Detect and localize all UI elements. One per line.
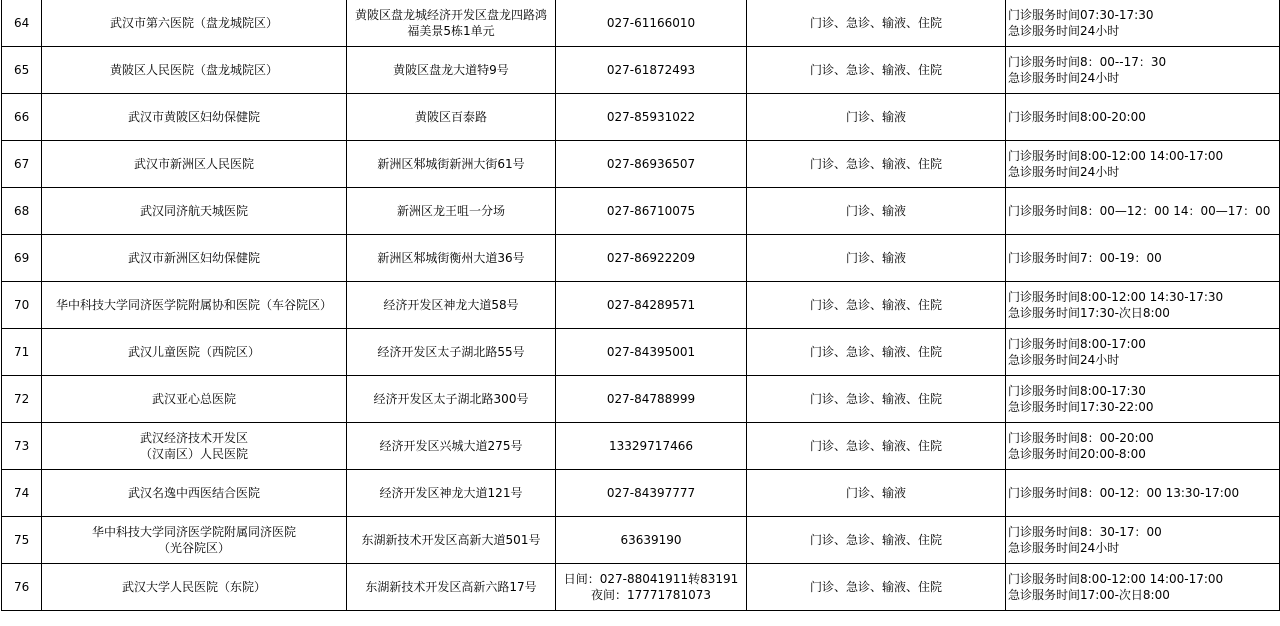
hours-line: 急诊服务时间24小时 — [1008, 541, 1120, 555]
table-row — [2, 517, 1280, 564]
hours-line: 急诊服务时间20:00-8:00 — [1008, 447, 1146, 461]
hours-line: 急诊服务时间24小时 — [1008, 71, 1120, 85]
hours-line: 急诊服务时间17:30-次日8:00 — [1008, 306, 1170, 320]
services-cell: 门诊、急诊、输液、住院 — [747, 564, 1006, 611]
name-line: 华中科技大学同济医学院附属同济医院 — [91, 525, 296, 539]
hours-cell — [1006, 0, 1280, 47]
services-cell: 门诊、急诊、输液、住院 — [747, 141, 1006, 188]
name-line: 武汉亚心总医院 — [151, 392, 236, 406]
name-line: 武汉市黄陂区妇幼保健院 — [127, 110, 260, 124]
address-line: 新洲区龙王咀一分场 — [396, 204, 505, 218]
hours-line: 门诊服务时间8:00-17:00 — [1008, 337, 1146, 351]
phone-line: 13329717466 — [609, 439, 693, 453]
phone-cell — [556, 235, 747, 282]
hours-line: 急诊服务时间24小时 — [1008, 165, 1120, 179]
hours-line: 门诊服务时间7：00-19：00 — [1008, 251, 1162, 265]
hours-line: 门诊服务时间07:30-17:30 — [1008, 8, 1154, 22]
hours-line: 急诊服务时间17:00-次日8:00 — [1008, 588, 1170, 602]
address-cell — [347, 470, 556, 517]
services-cell: 门诊、输液 — [747, 94, 1006, 141]
name-line: （汉南区）人民医院 — [139, 447, 248, 461]
address-cell — [347, 141, 556, 188]
table-row — [2, 188, 1280, 235]
name-line: 华中科技大学同济医学院附属协和医院（车谷院区） — [55, 298, 332, 312]
services-cell: 门诊、急诊、输液、住院 — [747, 282, 1006, 329]
phone-cell — [556, 282, 747, 329]
address-cell — [347, 564, 556, 611]
row-number: 71 — [2, 329, 42, 376]
row-number: 70 — [2, 282, 42, 329]
hospital-name-cell — [42, 376, 347, 423]
table-row — [2, 47, 1280, 94]
row-number: 76 — [2, 564, 42, 611]
name-line: 武汉经济技术开发区 — [139, 431, 248, 445]
table-row — [2, 423, 1280, 470]
row-number: 65 — [2, 47, 42, 94]
hospital-name-cell — [42, 188, 347, 235]
phone-line: 63639190 — [620, 533, 682, 547]
phone-cell — [556, 470, 747, 517]
table-row — [2, 376, 1280, 423]
services-cell: 门诊、急诊、输液、住院 — [747, 423, 1006, 470]
address-line: 经济开发区兴城大道275号 — [379, 439, 523, 453]
address-cell — [347, 47, 556, 94]
table-row — [2, 0, 1280, 47]
phone-line: 027-84289571 — [606, 298, 696, 312]
row-number: 66 — [2, 94, 42, 141]
hours-line: 门诊服务时间8：00-20:00 — [1008, 431, 1154, 445]
row-number: 73 — [2, 423, 42, 470]
address-cell — [347, 376, 556, 423]
address-cell — [347, 94, 556, 141]
hours-line: 门诊服务时间8:00-17:30 — [1008, 384, 1146, 398]
hours-line: 急诊服务时间17:30-22:00 — [1008, 400, 1154, 414]
address-line: 东湖新技术开发区高新大道501号 — [361, 533, 541, 547]
address-line: 经济开发区太子湖北路55号 — [377, 345, 525, 359]
phone-cell — [556, 329, 747, 376]
row-number: 64 — [2, 0, 42, 47]
phone-cell — [556, 47, 747, 94]
hours-line: 门诊服务时间8：00—12：00 14：00—17：00 — [1008, 204, 1271, 218]
name-line: 武汉名逸中西医结合医院 — [127, 486, 260, 500]
hours-line: 门诊服务时间8:00-20:00 — [1008, 110, 1146, 124]
table-row — [2, 94, 1280, 141]
table-row — [2, 470, 1280, 517]
hours-cell — [1006, 517, 1280, 564]
phone-cell — [556, 94, 747, 141]
services-cell: 门诊、输液 — [747, 188, 1006, 235]
address-line: 经济开发区太子湖北路300号 — [373, 392, 529, 406]
address-line: 黄陂区盘龙城经济开发区盘龙四路鸿 — [354, 8, 547, 22]
hospital-name-cell — [42, 0, 347, 47]
table-row — [2, 141, 1280, 188]
hospital-table — [1, 0, 1280, 611]
hours-line: 门诊服务时间8:00-12:00 14:30-17:30 — [1008, 290, 1224, 304]
address-cell — [347, 329, 556, 376]
address-line: 东湖新技术开发区高新六路17号 — [365, 580, 537, 594]
hospital-name-cell — [42, 47, 347, 94]
phone-cell — [556, 376, 747, 423]
services-cell: 门诊、输液 — [747, 470, 1006, 517]
services-cell: 门诊、急诊、输液、住院 — [747, 517, 1006, 564]
row-number: 67 — [2, 141, 42, 188]
row-number: 74 — [2, 470, 42, 517]
hours-cell — [1006, 376, 1280, 423]
name-line: 武汉市新洲区人民医院 — [133, 157, 254, 171]
table-body — [2, 0, 1280, 611]
hours-line: 门诊服务时间8：00--17：30 — [1008, 55, 1167, 69]
address-cell — [347, 235, 556, 282]
name-line: 武汉市第六医院（盘龙城院区） — [109, 16, 278, 30]
hours-cell — [1006, 47, 1280, 94]
address-line: 经济开发区神龙大道58号 — [383, 298, 519, 312]
address-line: 新洲区邾城街新洲大街61号 — [377, 157, 525, 171]
address-cell — [347, 517, 556, 564]
table-row — [2, 235, 1280, 282]
phone-line: 027-86710075 — [606, 204, 696, 218]
hours-cell — [1006, 94, 1280, 141]
phone-line: 夜间：17771781073 — [591, 588, 711, 602]
hours-line: 门诊服务时间8:00-12:00 14:00-17:00 — [1008, 149, 1224, 163]
phone-cell — [556, 0, 747, 47]
hospital-name-cell — [42, 141, 347, 188]
table-row — [2, 282, 1280, 329]
name-line: 黄陂区人民医院（盘龙城院区） — [109, 63, 278, 77]
address-cell — [347, 282, 556, 329]
table-row — [2, 329, 1280, 376]
name-line: 武汉儿童医院（西院区） — [127, 345, 260, 359]
name-line: 武汉同济航天城医院 — [139, 204, 248, 218]
phone-cell — [556, 423, 747, 470]
row-number: 68 — [2, 188, 42, 235]
name-line: 武汉大学人民医院（东院） — [121, 580, 266, 594]
hospital-name-cell — [42, 329, 347, 376]
row-number: 72 — [2, 376, 42, 423]
hours-line: 门诊服务时间8：00-12：00 13:30-17:00 — [1008, 486, 1240, 500]
phone-cell — [556, 517, 747, 564]
address-line: 新洲区邾城街衡州大道36号 — [377, 251, 525, 265]
phone-line: 027-86922209 — [606, 251, 696, 265]
phone-line: 027-84397777 — [606, 486, 696, 500]
phone-cell — [556, 188, 747, 235]
row-number: 75 — [2, 517, 42, 564]
address-line: 福美景5栋1单元 — [407, 24, 495, 38]
phone-line: 027-61166010 — [606, 16, 696, 30]
services-cell: 门诊、急诊、输液、住院 — [747, 329, 1006, 376]
services-cell: 门诊、输液 — [747, 235, 1006, 282]
phone-cell — [556, 141, 747, 188]
hours-line: 急诊服务时间24小时 — [1008, 353, 1120, 367]
hours-cell — [1006, 470, 1280, 517]
hours-cell — [1006, 423, 1280, 470]
hospital-name-cell — [42, 94, 347, 141]
address-line: 黄陂区盘龙大道特9号 — [393, 63, 509, 77]
phone-line: 027-84788999 — [606, 392, 696, 406]
phone-line: 日间：027-88041911转83191 — [563, 572, 739, 586]
hours-cell — [1006, 329, 1280, 376]
hospital-name-cell — [42, 423, 347, 470]
hours-cell — [1006, 564, 1280, 611]
phone-line: 027-86936507 — [606, 157, 696, 171]
address-line: 黄陂区百泰路 — [414, 110, 487, 124]
address-line: 经济开发区神龙大道121号 — [379, 486, 523, 500]
address-cell — [347, 188, 556, 235]
hours-cell — [1006, 141, 1280, 188]
hospital-name-cell — [42, 235, 347, 282]
hospital-name-cell — [42, 470, 347, 517]
hours-cell — [1006, 188, 1280, 235]
phone-cell — [556, 564, 747, 611]
address-cell — [347, 423, 556, 470]
phone-line: 027-85931022 — [606, 110, 696, 124]
name-line: 武汉市新洲区妇幼保健院 — [127, 251, 260, 265]
services-cell: 门诊、急诊、输液、住院 — [747, 47, 1006, 94]
phone-line: 027-61872493 — [606, 63, 696, 77]
hours-cell — [1006, 235, 1280, 282]
name-line: （光谷院区） — [157, 541, 230, 555]
row-number: 69 — [2, 235, 42, 282]
hours-line: 急诊服务时间24小时 — [1008, 24, 1120, 38]
hospital-name-cell — [42, 564, 347, 611]
hospital-name-cell — [42, 282, 347, 329]
address-cell — [347, 0, 556, 47]
hours-line: 门诊服务时间8：30-17：00 — [1008, 525, 1162, 539]
hospital-name-cell — [42, 517, 347, 564]
services-cell: 门诊、急诊、输液、住院 — [747, 376, 1006, 423]
hours-line: 门诊服务时间8:00-12:00 14:00-17:00 — [1008, 572, 1224, 586]
phone-line: 027-84395001 — [606, 345, 696, 359]
services-cell: 门诊、急诊、输液、住院 — [747, 0, 1006, 47]
hours-cell — [1006, 282, 1280, 329]
table-row — [2, 564, 1280, 611]
